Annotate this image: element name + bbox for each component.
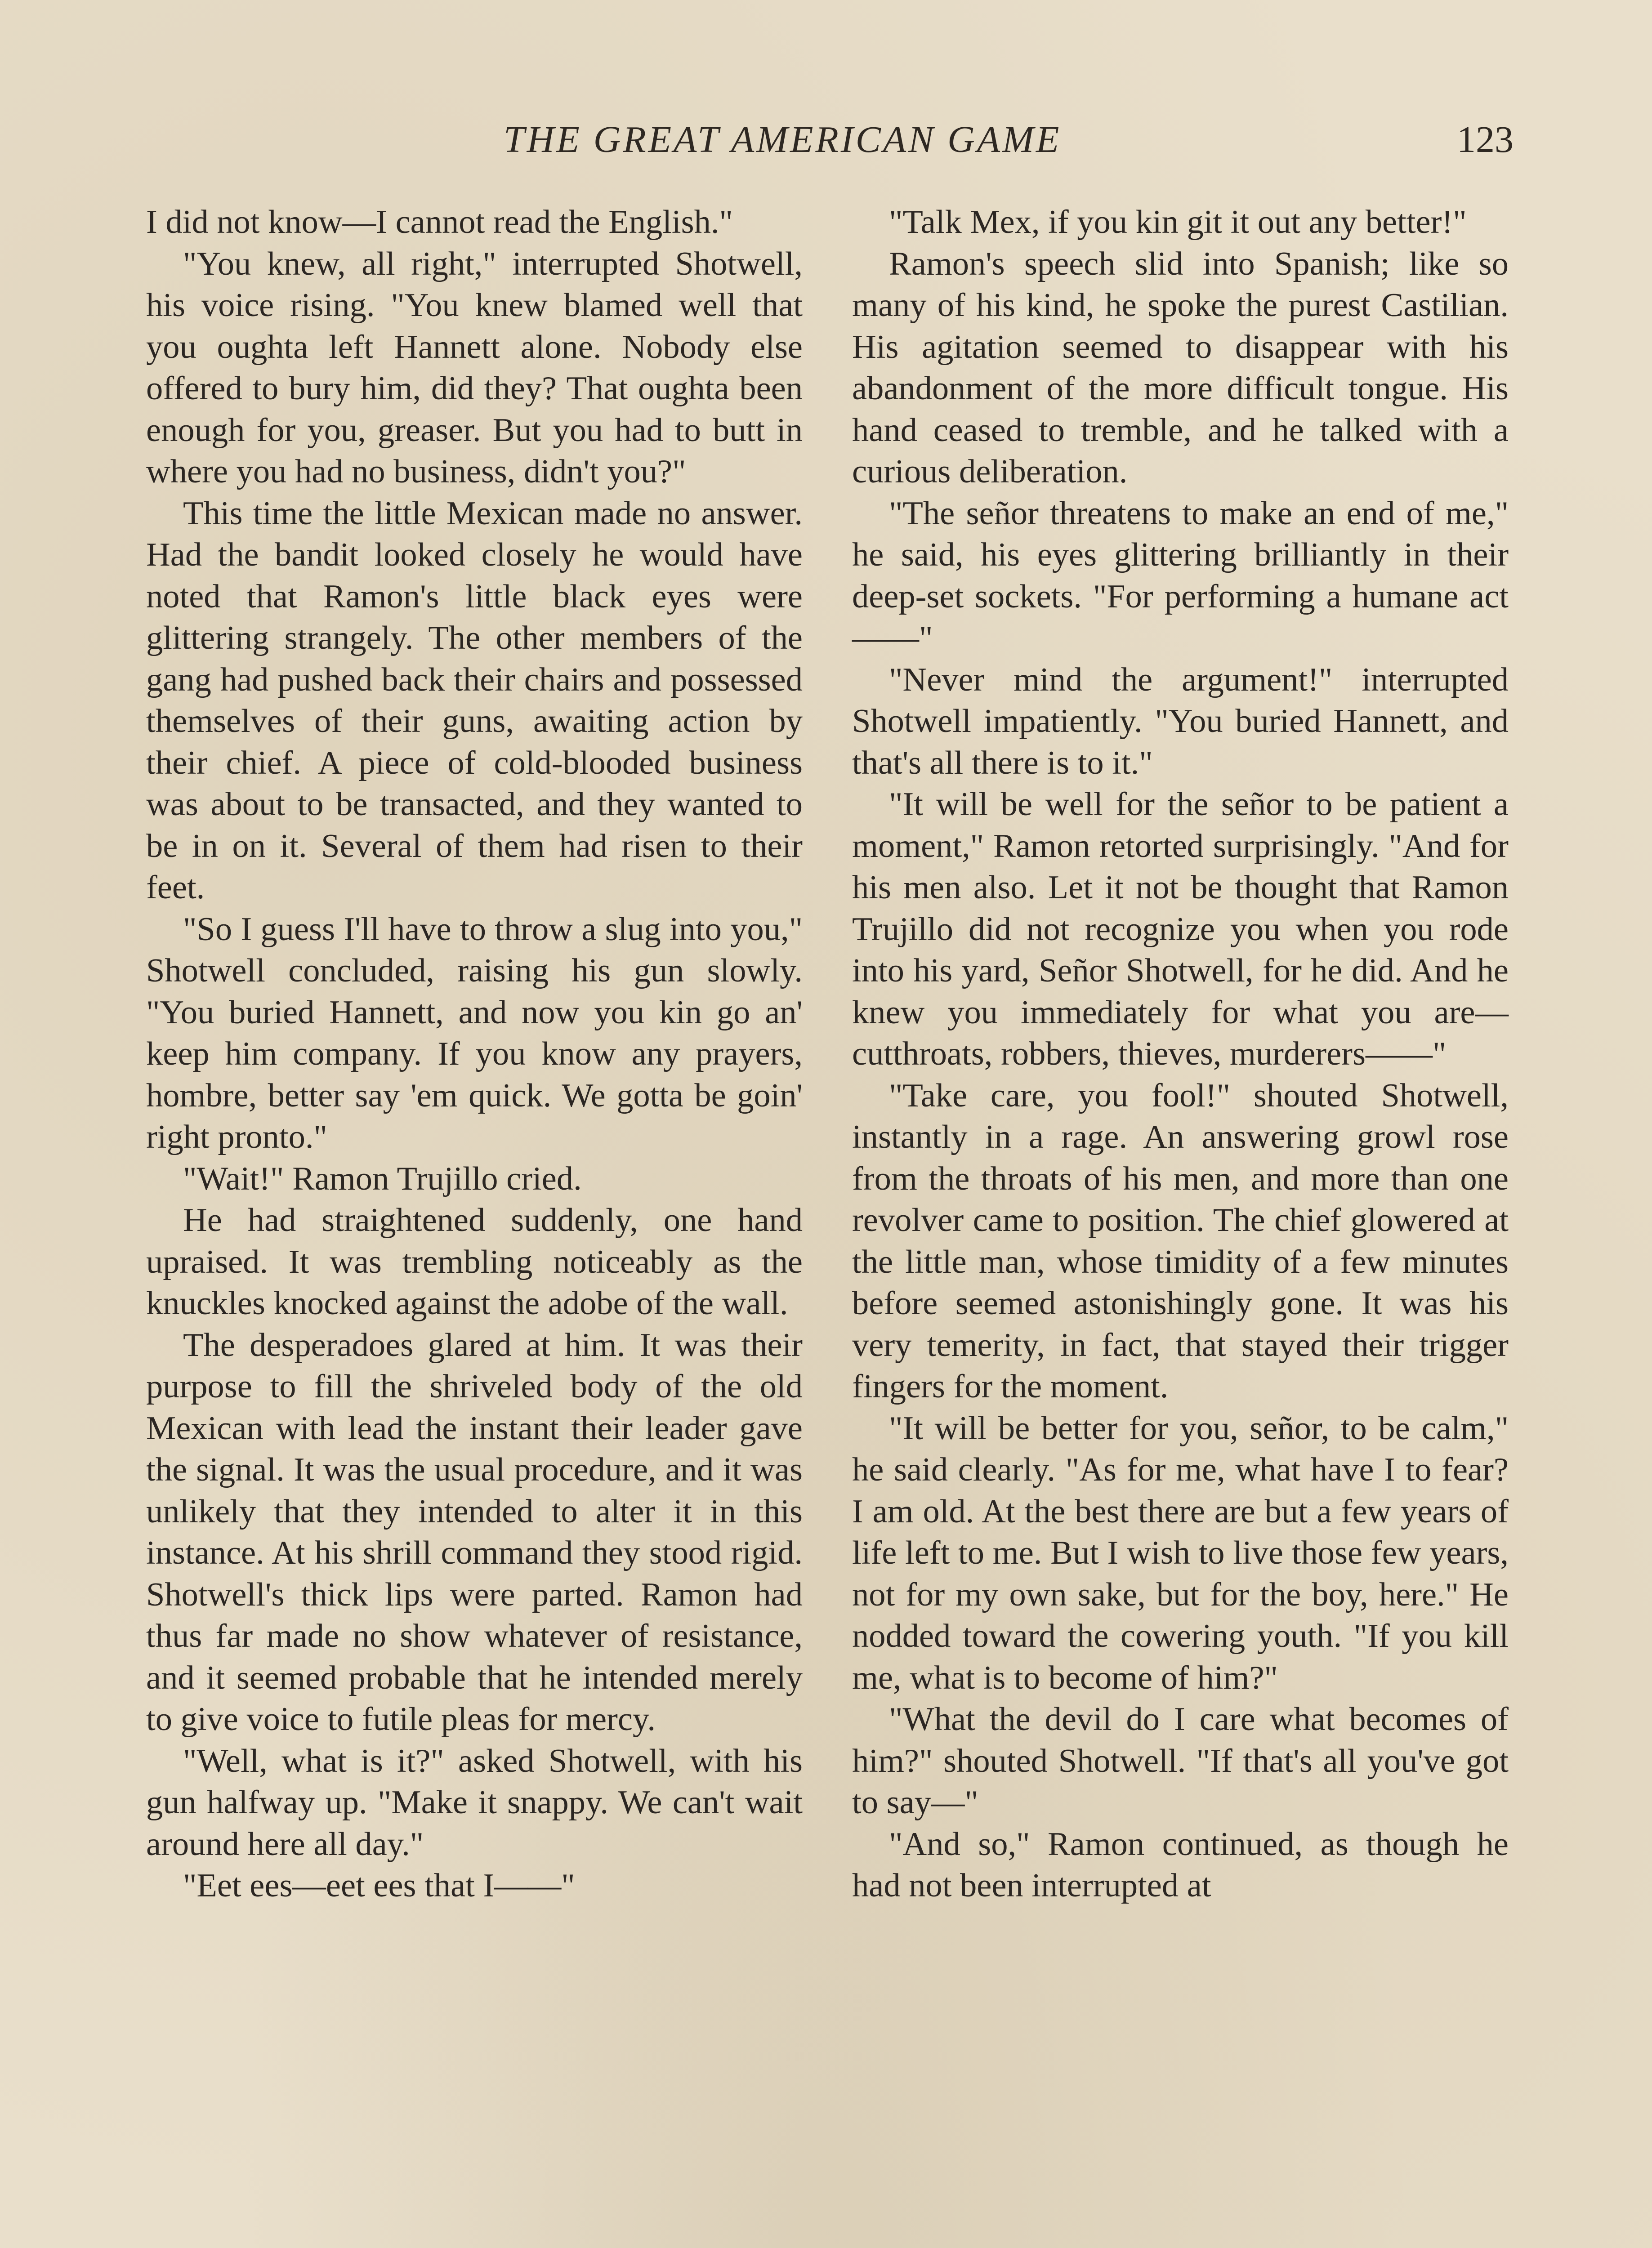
page-number: 123 bbox=[1457, 119, 1514, 161]
paragraph: This time the little Mexican made no answer. Had the bandit looked closely he would have noted that Ramon's little black eyes were glittering strangely. The other members of the gang had pushed back their chairs and possessed themselves of their guns, awaiting action by their chief. A piece of cold-blooded business was about to be transacted, and they wanted to be in on it. Several of them had risen to their feet. bbox=[146, 495, 803, 906]
paragraph: "Take care, you fool!" shouted Shotwell, instantly in a rage. An answering growl rose from the throats of his men, and more than one revolver came to position. The chief glowered at the little man, whose timidity of a few minutes before seemed astonishingly gone. It was his very temerity, in fact, that stayed their trigger fingers for the moment. bbox=[852, 1077, 1509, 1405]
paragraph: "The señor threatens to make an end of me," he said, his eyes glittering brilliantly in their deep-set sockets. "For performing a humane act——" bbox=[852, 495, 1509, 656]
paragraph: "So I guess I'll have to throw a slug into you," Shotwell concluded, raising his gun slowly. "You buried Hannett, and now you kin go an' keep him company. If you know any prayers, hombre, better say 'em quick. We gotta be goin' right pronto." bbox=[146, 910, 803, 1155]
paragraph: I did not know—I cannot read the English." bbox=[146, 204, 733, 241]
paragraph: He had straightened suddenly, one hand upraised. It was trembling noticeably as the knuckles knocked against the adobe of the wall. bbox=[146, 1202, 803, 1322]
paragraph: "Wait!" Ramon Trujillo cried. bbox=[183, 1160, 582, 1197]
paragraph: "Eet ees—eet ees that I——" bbox=[183, 1867, 575, 1904]
paragraph: "It will be better for you, señor, to be calm," he said clearly. "As for me, what have I to fear? I am old. At the best there are but a few years of life left to me. But I wish to live those few years, not for my own sake, but for the boy, here." He nodded toward the cowering youth. "If you kill me, what is to become of him?" bbox=[852, 1409, 1509, 1696]
paragraph: The desperadoes glared at him. It was their purpose to fill the shriveled body of the old Mexican with lead the instant their leader gave the signal. It was the usual procedure, and it was unlikely that they intended to alter it in this instance. At his shrill command they stood rigid. Shotwell's thick lips were parted. Ramon had thus far made no show whatever of resistance, and it seemed probable that he intended merely to give voice to futile pleas for mercy. bbox=[146, 1326, 803, 1738]
left-column bbox=[146, 201, 803, 1907]
paragraph: "And so," Ramon continued, as though he had not been interrupted at bbox=[852, 1825, 1509, 1904]
paragraph: "It will be well for the señor to be patient a moment," Ramon retorted surprisingly. "And for his men also. Let it not be thought that Ramon Trujillo did not recognize you when you rode into his yard, Señor Shotwell, for he did. And he knew you immediately for what you are—cutthroats, robbers, thieves, murderers——" bbox=[852, 786, 1509, 1072]
paragraph: "You knew, all right," interrupted Shotwell, his voice rising. "You knew blamed well that you oughta left Hannett alone. Nobody else offered to bury him, did they? That oughta been enough for you, greaser. But you had to butt in where you had no business, didn't you?" bbox=[146, 245, 803, 490]
paragraph: "Talk Mex, if you kin git it out any better!" bbox=[889, 204, 1467, 241]
right-column bbox=[852, 201, 1509, 1907]
paragraph: "What the devil do I care what becomes of him?" shouted Shotwell. "If that's all you've got to say—" bbox=[852, 1701, 1509, 1821]
paragraph: Ramon's speech slid into Spanish; like so many of his kind, he spoke the purest Castilian. His agitation seemed to disappear with his abandonment of the more difficult tongue. His hand ceased to tremble, and he talked with a curious deliberation. bbox=[852, 245, 1509, 490]
paragraph: "Never mind the argument!" interrupted Shotwell impatiently. "You buried Hannett, and that's all there is to it." bbox=[852, 661, 1509, 781]
running-head bbox=[0, 118, 1652, 172]
running-head-title: THE GREAT AMERICAN GAME bbox=[504, 119, 1062, 161]
paragraph: "Well, what is it?" asked Shotwell, with his gun halfway up. "Make it snappy. We can't wait around here all day." bbox=[146, 1742, 803, 1863]
